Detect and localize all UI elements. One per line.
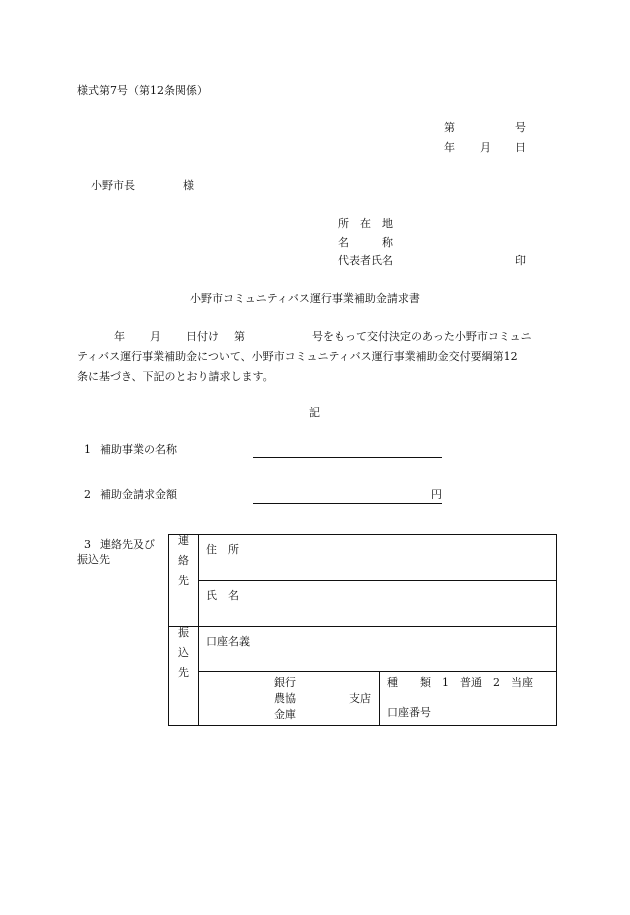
transfer-char-3: 先 — [178, 666, 189, 679]
contact-name-label: 氏 名 — [206, 589, 239, 602]
item2-underline[interactable] — [253, 503, 442, 504]
addressee-honorific: 様 — [183, 179, 194, 192]
account-name-cell[interactable] — [199, 627, 557, 672]
transfer-section-label — [169, 627, 199, 726]
account-name-label: 口座名義 — [206, 635, 250, 648]
item2-unit: 円 — [431, 488, 442, 501]
body-year: 年 — [114, 330, 125, 343]
transfer-char-1: 振 — [178, 626, 189, 639]
body-line1-rest: 号をもって交付決定のあった小野市コミュニ — [312, 330, 532, 343]
account-number-label: 口座番号 — [387, 706, 431, 719]
ki-heading: 記 — [309, 406, 320, 419]
bank-branch-area[interactable] — [199, 672, 380, 725]
body-month: 月 — [150, 330, 161, 343]
item3-label-line1: 連絡先及び — [100, 538, 155, 551]
document-title: 小野市コミュニティバス運行事業補助金請求書 — [190, 292, 420, 305]
item1-underline[interactable] — [253, 457, 442, 458]
item3-label-line2: 振込先 — [77, 553, 110, 566]
contact-address-cell[interactable] — [199, 535, 557, 581]
contact-address-label: 住 所 — [206, 543, 239, 556]
form-number: 様式第7号（第12条関係） — [77, 84, 208, 97]
contact-name-cell[interactable] — [199, 581, 557, 627]
item1-label: 補助事業の名称 — [100, 443, 177, 456]
contact-transfer-table — [168, 534, 557, 726]
body-line2: ティバス運行事業補助金について、小野市コミュニティバス運行事業補助金交付要綱第12 — [77, 350, 518, 363]
bank-option-nokyo: 農協 — [274, 692, 296, 705]
body-line3: 条に基づき、下記のとおり請求します。 — [77, 370, 274, 383]
contact-char-2: 絡 — [178, 554, 189, 567]
contact-char-1: 連 — [178, 534, 189, 547]
body-no: 第 — [234, 330, 245, 343]
applicant-rep-label: 代表者氏名 — [338, 254, 393, 267]
contact-section-label — [169, 535, 199, 627]
item3-number: 3 — [84, 538, 91, 551]
transfer-char-2: 込 — [178, 646, 189, 659]
item1-number: 1 — [84, 443, 91, 456]
account-type-label: 種 類 1 普通 2 当座 — [387, 676, 533, 689]
contact-char-3: 先 — [178, 574, 189, 587]
item2-label: 補助金請求金額 — [100, 488, 177, 501]
addressee-name: 小野市長 — [91, 179, 135, 192]
seal-mark: 印 — [515, 254, 526, 267]
branch-label: 支店 — [349, 692, 371, 705]
bank-option-kinko: 金庫 — [274, 708, 296, 721]
date-day: 日 — [515, 141, 526, 154]
doc-number-prefix: 第 — [444, 121, 455, 134]
bank-info-cell — [199, 672, 557, 726]
account-type-number-area[interactable] — [380, 672, 556, 725]
body-dated: 日付け — [186, 330, 219, 343]
applicant-name-label: 名 称 — [338, 236, 393, 249]
date-month: 月 — [480, 141, 491, 154]
item2-number: 2 — [84, 488, 91, 501]
applicant-address-label: 所 在 地 — [338, 217, 393, 230]
bank-option-bank: 銀行 — [274, 676, 296, 689]
doc-number-suffix: 号 — [515, 121, 526, 134]
date-year: 年 — [444, 141, 455, 154]
